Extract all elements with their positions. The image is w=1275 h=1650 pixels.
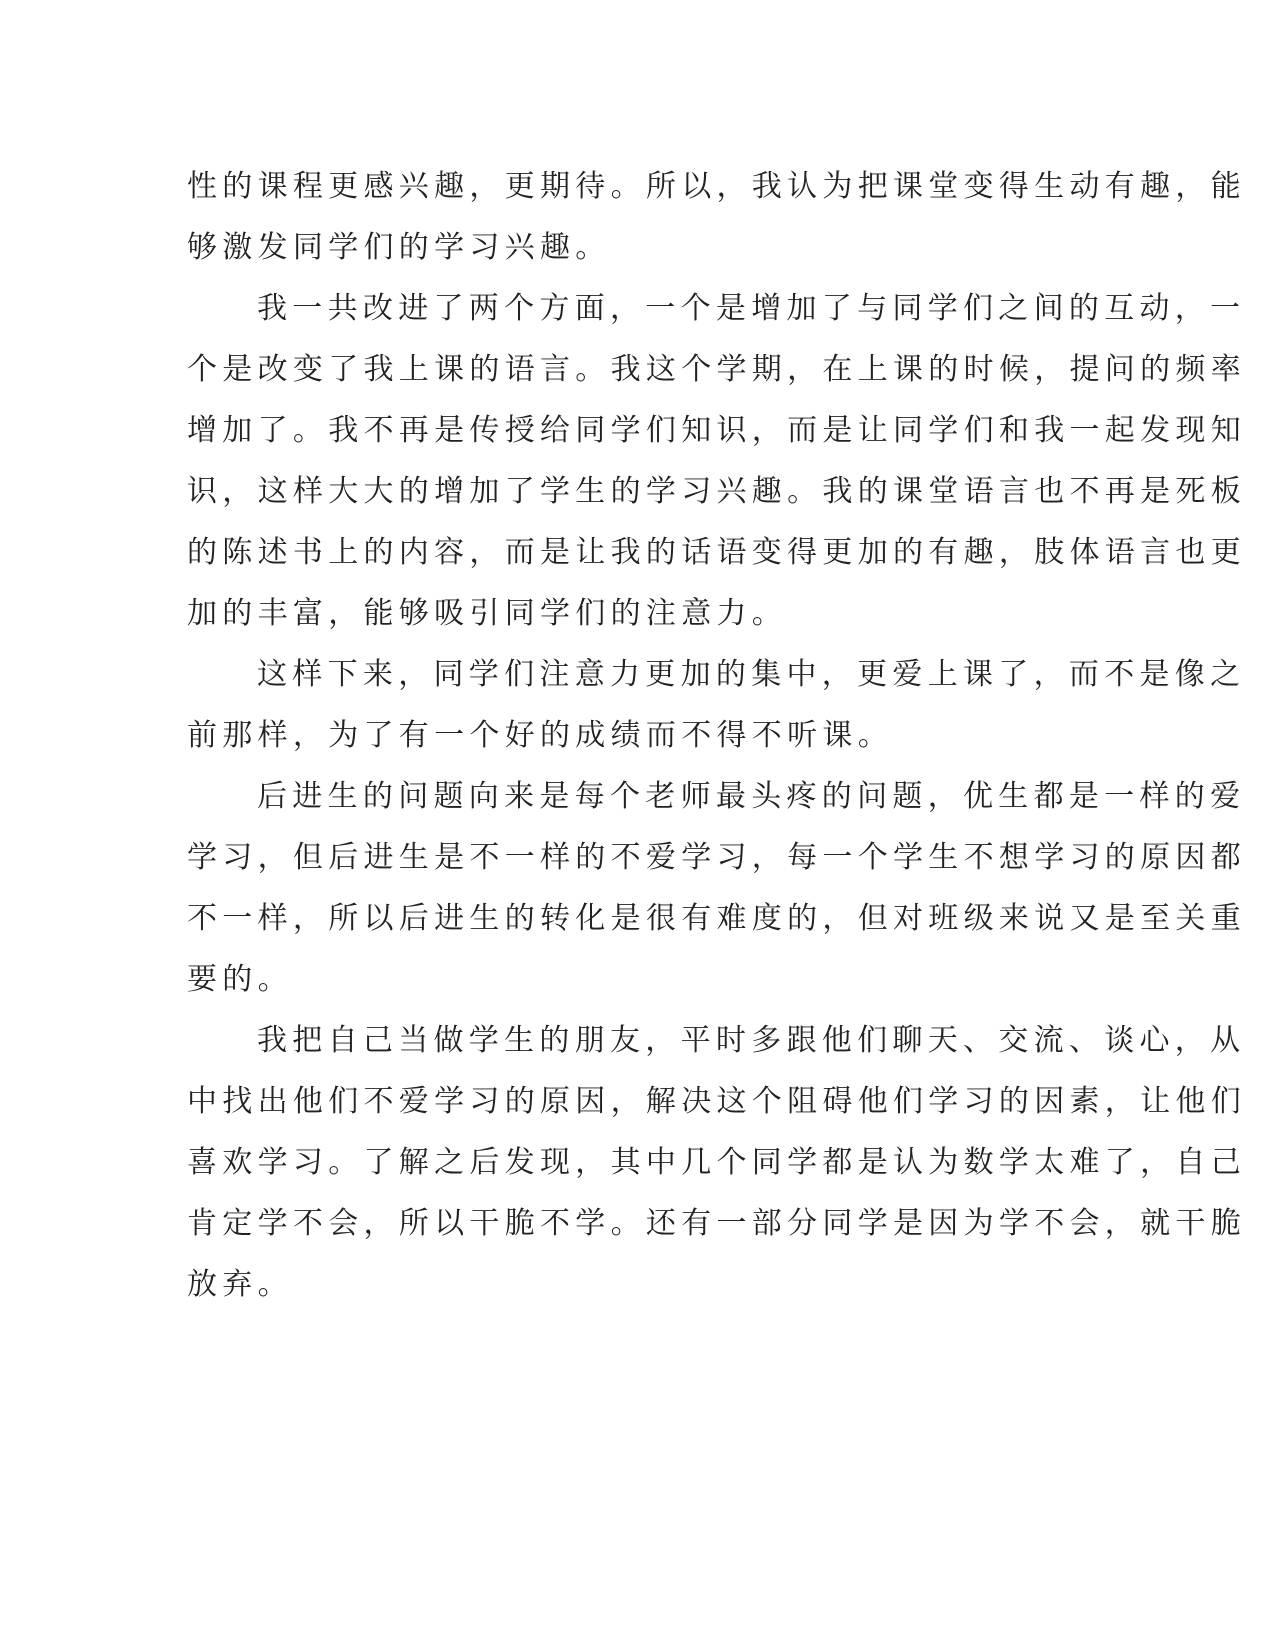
paragraph-1 [187,156,1246,278]
text-line: 够激发同学们的学习兴趣。 [187,230,611,265]
text-line: 学习，但后进生是不一样的不爱学习，每一个学生不想学习的原因都 [187,840,1246,875]
text-line: 后进生的问题向来是每个老师最头疼的问题，优生都是一样的爱 [257,779,1246,814]
text-line: 放弃。 [187,1267,293,1302]
text-line: 的陈述书上的内容，而是让我的话语变得更加的有趣，肢体语言也更 [187,535,1246,570]
text-line: 喜欢学习。了解之后发现，其中几个同学都是认为数学太难了，自己 [187,1145,1246,1180]
text-line: 性的课程更感兴趣，更期待。所以，我认为把课堂变得生动有趣，能 [187,169,1246,204]
text-line: 我一共改进了两个方面，一个是增加了与同学们之间的互动，一 [257,291,1246,326]
text-line: 我把自己当做学生的朋友，平时多跟他们聊天、交流、谈心，从 [257,1023,1246,1058]
paragraph-4 [187,766,1246,1010]
text-line: 中找出他们不爱学习的原因，解决这个阻碍他们学习的因素，让他们 [187,1084,1246,1119]
paragraph-3 [187,644,1246,766]
text-line: 个是改变了我上课的语言。我这个学期，在上课的时候，提问的频率 [187,352,1246,387]
paragraph-2 [187,278,1246,644]
document-body [187,156,1246,1315]
paragraph-5 [187,1010,1246,1315]
text-line: 加的丰富，能够吸引同学们的注意力。 [187,596,788,631]
text-line: 要的。 [187,962,293,997]
text-line: 肯定学不会，所以干脆不学。还有一部分同学是因为学不会，就干脆 [187,1206,1246,1241]
text-line: 不一样，所以后进生的转化是很有难度的，但对班级来说又是至关重 [187,901,1246,936]
text-line: 识，这样大大的增加了学生的学习兴趣。我的课堂语言也不再是死板 [187,474,1246,509]
text-line: 这样下来，同学们注意力更加的集中，更爱上课了，而不是像之 [257,657,1246,692]
text-line: 增加了。我不再是传授给同学们知识，而是让同学们和我一起发现知 [187,413,1246,448]
text-line: 前那样，为了有一个好的成绩而不得不听课。 [187,718,893,753]
